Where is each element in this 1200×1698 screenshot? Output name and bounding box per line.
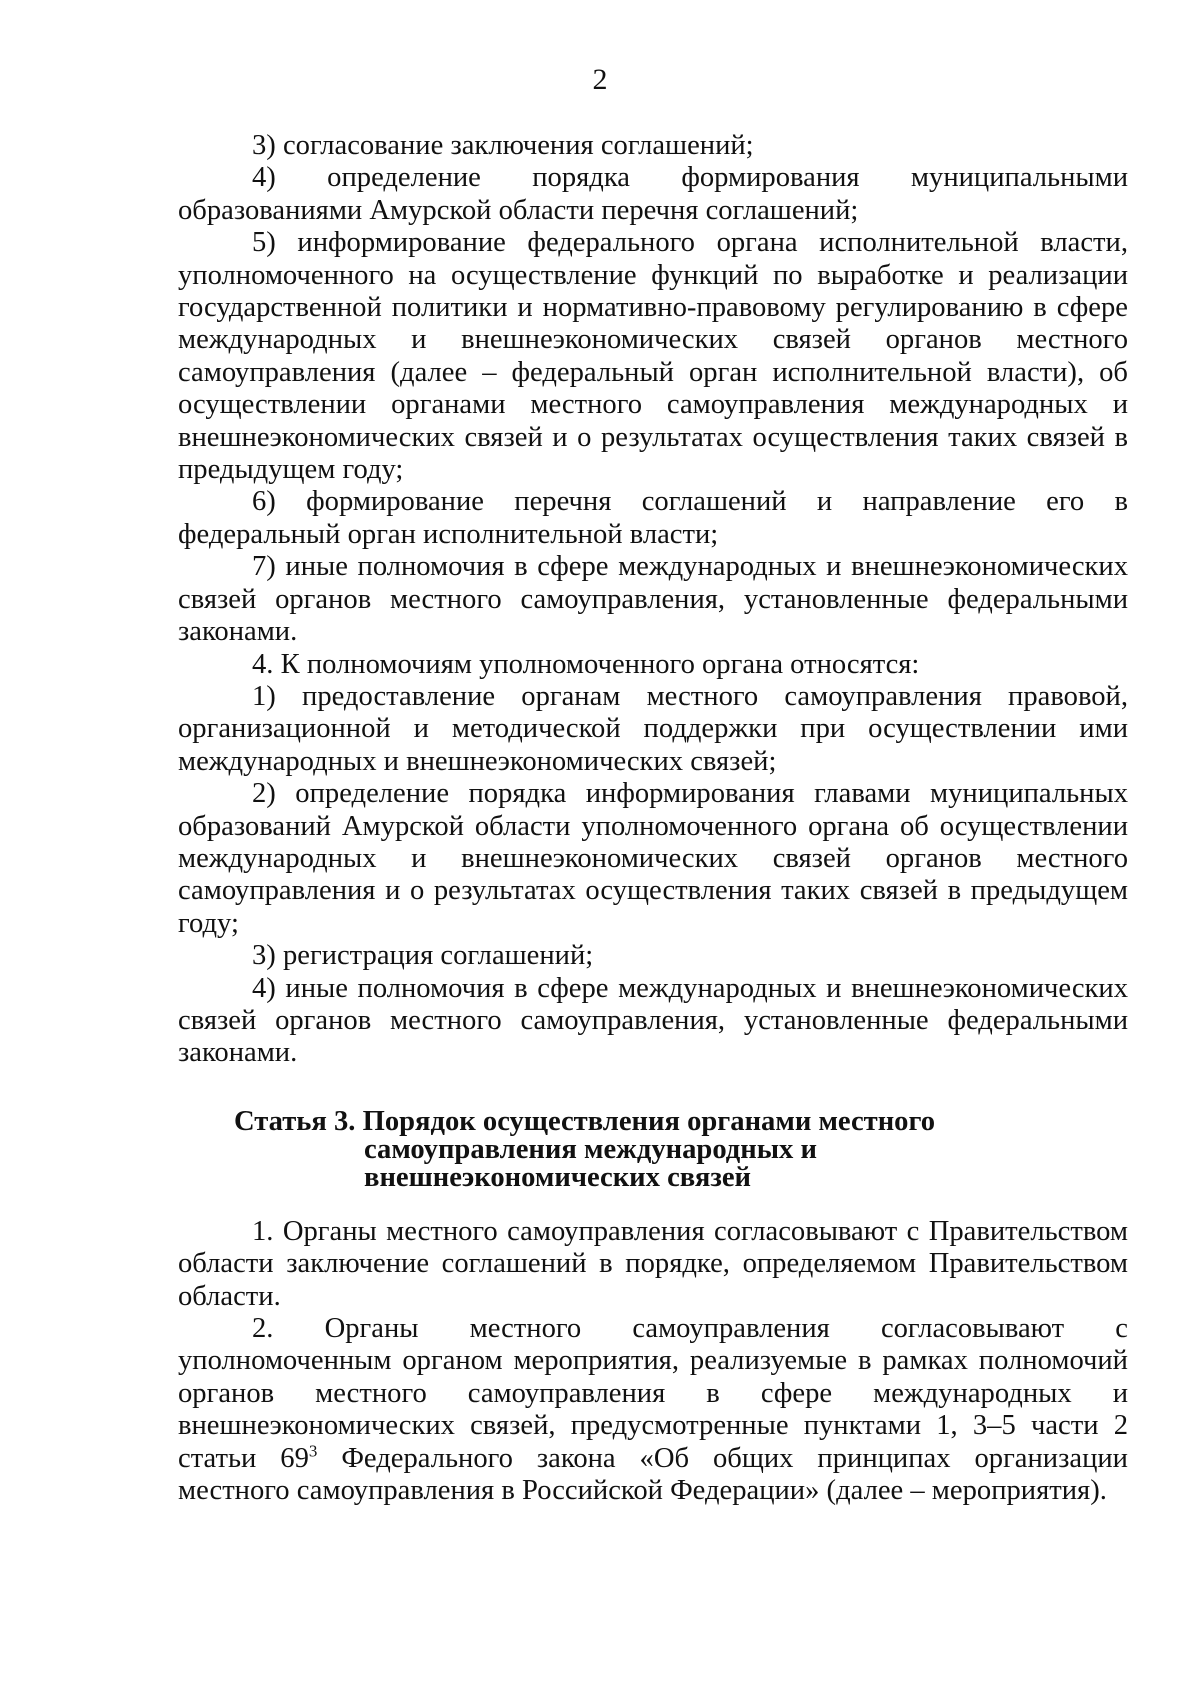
article-paragraph xyxy=(178,1313,1128,1507)
list-item: 4) иные полномочия в сфере международных и внешнеэкономических связей органов местного самоуправления, установленные федеральными законами. xyxy=(178,972,1128,1069)
page-number: 2 xyxy=(592,63,608,96)
article-heading xyxy=(178,1105,1128,1193)
article-heading-line: самоуправления международных и xyxy=(364,1133,817,1165)
list-item: 7) иные полномочия в сфере международных и внешнеэкономических связей органов местного самоуправления, установленные федеральными законами. xyxy=(178,551,1128,648)
paragraph-text: Федерального закона «Об общих принципах организации местного самоуправления в Российской Федерации» (далее – мероприятия). xyxy=(178,1442,1128,1507)
article-paragraph: 1. Органы местного самоуправления согласовывают с Правительством области заключение соглашений в порядке, определяемом Правительством области. xyxy=(178,1215,1128,1312)
article-heading-line: внешнеэкономических связей xyxy=(364,1161,751,1193)
list-item: 4) определение порядка формирования муниципальными образованиями Амурской области перечня соглашений; xyxy=(178,162,1128,226)
list-item: 3) регистрация соглашений; xyxy=(252,940,594,972)
list-item: 2) определение порядка информирования главами муниципальных образований Амурской области уполномоченного органа об осуществлении международных и внешнеэкономических связей органов местного самоуправления и о результатах осуществления таких связей в предыдущем году; xyxy=(178,778,1128,939)
section-paragraph: 4. К полномочиям уполномоченного органа относятся: xyxy=(252,648,920,680)
article-heading-line: Статья 3. Порядок осуществления органами местного xyxy=(234,1105,936,1137)
document-body xyxy=(178,130,1128,1507)
superscript: 3 xyxy=(308,1441,318,1461)
list-item: 6) формирование перечня соглашений и направление его в федеральный орган исполнительной власти; xyxy=(178,486,1128,550)
list-item: 3) согласование заключения соглашений; xyxy=(252,130,754,161)
list-item: 1) предоставление органам местного самоуправления правовой, организационной и методической поддержки при осуществлении ими международных и внешнеэкономических связей; xyxy=(178,680,1128,777)
paragraph-text: 2. Органы местного самоуправления согласовывают с уполномоченным органом мероприятия, реализуемые в рамках полномочий органов местного самоуправления в сфере международных и внешнеэкономических связей, предусмотренные пунктами 1, 3–5 части 2 статьи 69 xyxy=(178,1313,1128,1474)
list-item: 5) информирование федерального органа исполнительной власти, уполномоченного на осуществление функций по выработке и реализации государственной политики и нормативно-правовому регулированию в сфере международных и внешнеэкономических связей органов местного самоуправления (далее – федеральный орган исполнительной власти), об осуществлении органами местного самоуправления международных и внешнеэкономических связей и о результатах осуществления таких связей в предыдущем году; xyxy=(178,227,1128,486)
